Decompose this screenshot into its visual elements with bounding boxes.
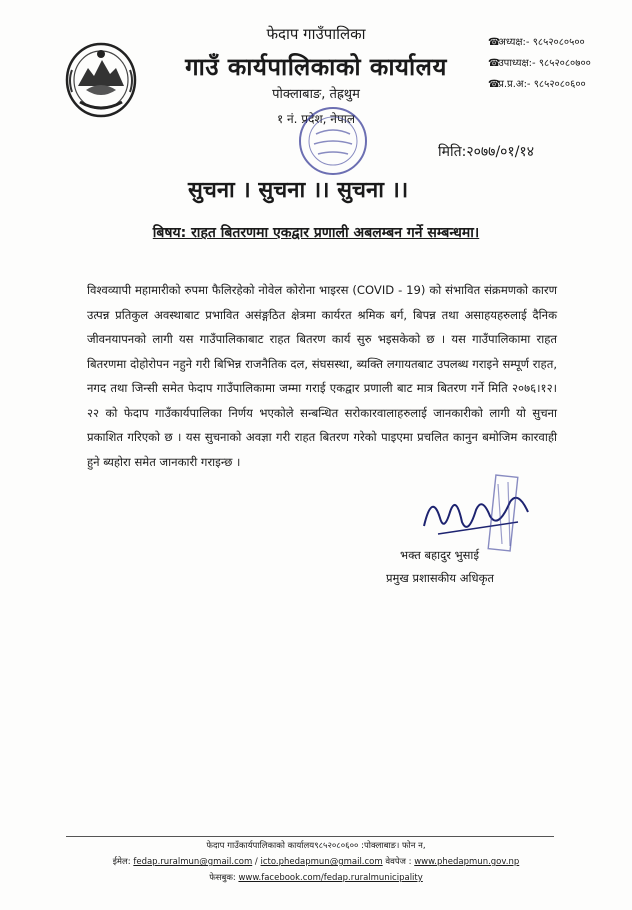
facebook-link[interactable]: www.facebook.com/fedap.ruralmunicipality — [238, 873, 423, 883]
office-address: पोक्लाबाङ, तेह्रथुम — [272, 87, 360, 102]
signer-title: प्रमुख प्रशासकीय अधिकृत — [386, 571, 494, 585]
notice-heading: सुचना । सुचना ।। सुचना ।। — [188, 178, 409, 203]
footer-divider — [66, 836, 554, 837]
officer-stamp-icon — [462, 470, 552, 560]
email-label: ईमेल: — [112, 857, 131, 867]
office-seal-stamp-icon — [296, 104, 370, 178]
notice-date: मिति:२०७७/०१/१४ — [438, 144, 534, 160]
email-link-2[interactable]: icto.phedapmun@gmail.com — [260, 857, 383, 867]
email-separator: / — [252, 857, 261, 867]
contact-row: ☎ अध्यक्ष:- ९८५२०८०५०० — [488, 32, 591, 53]
contact-numbers — [488, 32, 591, 95]
municipality-name: फेदाप गाउँपालिका — [266, 25, 366, 43]
phone-icon: ☎ — [488, 58, 501, 69]
footer-contact-line — [0, 856, 632, 867]
contact-row: ☎ प्र.प्र.अ:- ९८५२०८०६०० — [488, 74, 591, 95]
facebook-label: फेसबुक: — [209, 873, 236, 883]
email-link-1[interactable]: fedap.ruralmun@gmail.com — [133, 857, 253, 867]
subject-line — [0, 223, 632, 242]
signer-name: भक्त बहादुर भुसाई — [400, 548, 480, 562]
footer-facebook-line — [0, 872, 632, 883]
notice-body: विश्वव्यापी महामारीको रुपमा फैलिरहेको नोवेल कोरोना भाइरस (COVID - 19) को संभावित संक्रमणको कारण उत्पन्न प्रतिकुल अवस्थाबाट प्रभावित असंङ्गठित क्षेत्रमा कार्यरत श्रमिक बर्ग, बिपन्न तथा असाहयहरुलाई दैनिक जीवनयापनको लागी यस गाउँपालिकाबाट राहत बितरण कार्य सुरु भइसकेको छ । यस गाउँपालिकामा राहत बितरणमा दोहोरोपन नहुने गरी बिभिन्न राजनैतिक दल, संघसस्था, ब्यक्ति लगायतबाट उपलब्ध गराइने सम्पूर्ण राहत, नगद तथा जिन्सी समेत फेदाप गाउँपालिकामा जम्मा गराई एकद्वार प्रणाली बाट मात्र बितरण गर्ने मिति २०७६।१२।२२ को फेदाप गाउँकार्यपालिका निर्णय भएकोले सन्बन्धित सरोकारवालाहरुलाई जानकारीको लागी यो सुचना प्रकाशित गरिएको छ । यस सुचनाको अवज्ञा गरी राहत बितरण गरेको पाइएमा प्रचलित कानुन बमोजिम कारवाही हुने ब्यहोरा समेत जानकारी गराइन्छ । — [87, 283, 557, 469]
phone-icon: ☎ — [488, 79, 501, 90]
contact-row: ☎ उपाध्यक्ष:- ९८५२०८०७०० — [488, 53, 591, 74]
phone-icon: ☎ — [488, 37, 501, 48]
website-link[interactable]: www.phedapmun.gov.np — [414, 857, 520, 867]
office-title: गाउँ कार्यपालिकाको कार्यालय — [185, 53, 447, 81]
subject-text: बिषय: राहत बितरणमा एकद्वार प्रणाली अबलम्बन गर्ने सम्बन्धमा। — [152, 225, 480, 241]
footer-office-line: फेदाप गाउँकार्यपालिकाको कार्यालय९८५२०८०६०० :पोक्लाबाङ। फोन न, — [206, 841, 426, 851]
province-line: १ नं. प्रदेश, नेपाल — [276, 112, 356, 126]
website-label: वेवपेज : — [385, 857, 412, 867]
